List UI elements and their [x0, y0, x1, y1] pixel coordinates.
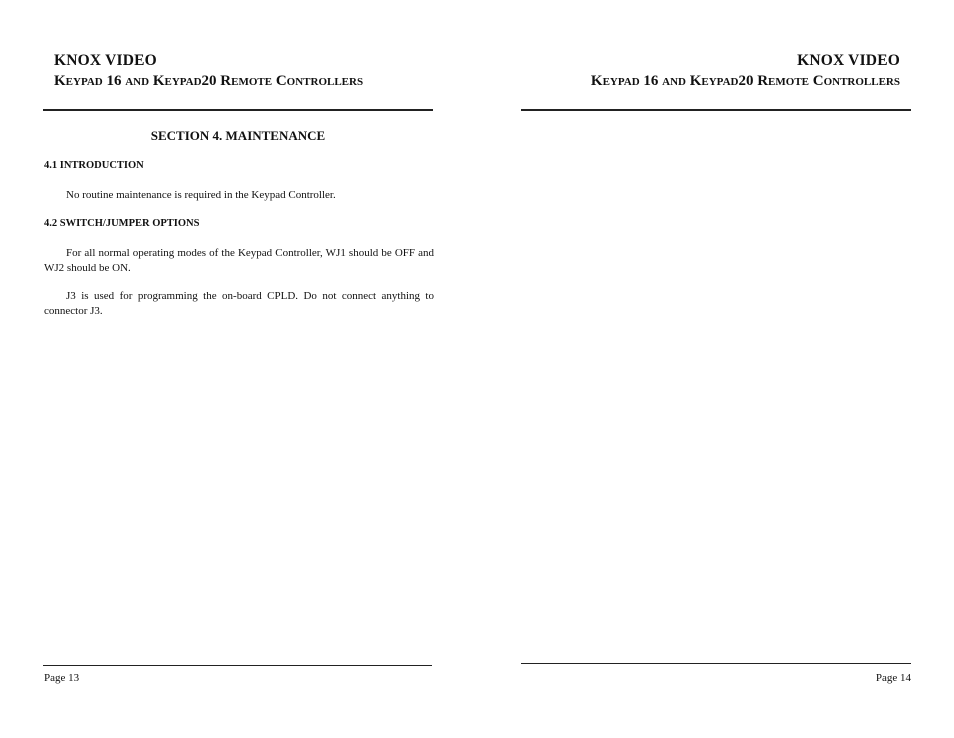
section-title: SECTION 4. MAINTENANCE [150, 128, 326, 143]
header-document-title: Keypad 16 and Keypad20 Remote Controllers [54, 73, 364, 89]
paragraph-j3-connector: J3 is used for programming the on-board CPLD. Do not connect anything to connector J3. [44, 290, 434, 317]
header-rule [43, 109, 433, 111]
page-14 [477, 0, 954, 738]
footer-rule [521, 663, 911, 664]
header-company-name: KNOX VIDEO [54, 52, 157, 69]
footer-rule [43, 665, 432, 666]
subsection-heading-switch-jumper-options: 4.2 SWITCH/JUMPER OPTIONS [44, 218, 200, 229]
header-rule [521, 109, 911, 111]
page-number: Page 14 [875, 672, 911, 684]
paragraph-introduction: No routine maintenance is required in the Keypad Controller. [66, 189, 336, 201]
header-company-name: KNOX VIDEO [797, 52, 900, 69]
subsection-heading-introduction: 4.1 INTRODUCTION [44, 160, 144, 171]
paragraph-jumper-settings: For all normal operating modes of the Keypad Controller, WJ1 should be OFF and WJ2 should be ON. [44, 247, 434, 274]
header-document-title: Keypad 16 and Keypad20 Remote Controllers [590, 73, 900, 89]
page-number: Page 13 [44, 672, 80, 684]
